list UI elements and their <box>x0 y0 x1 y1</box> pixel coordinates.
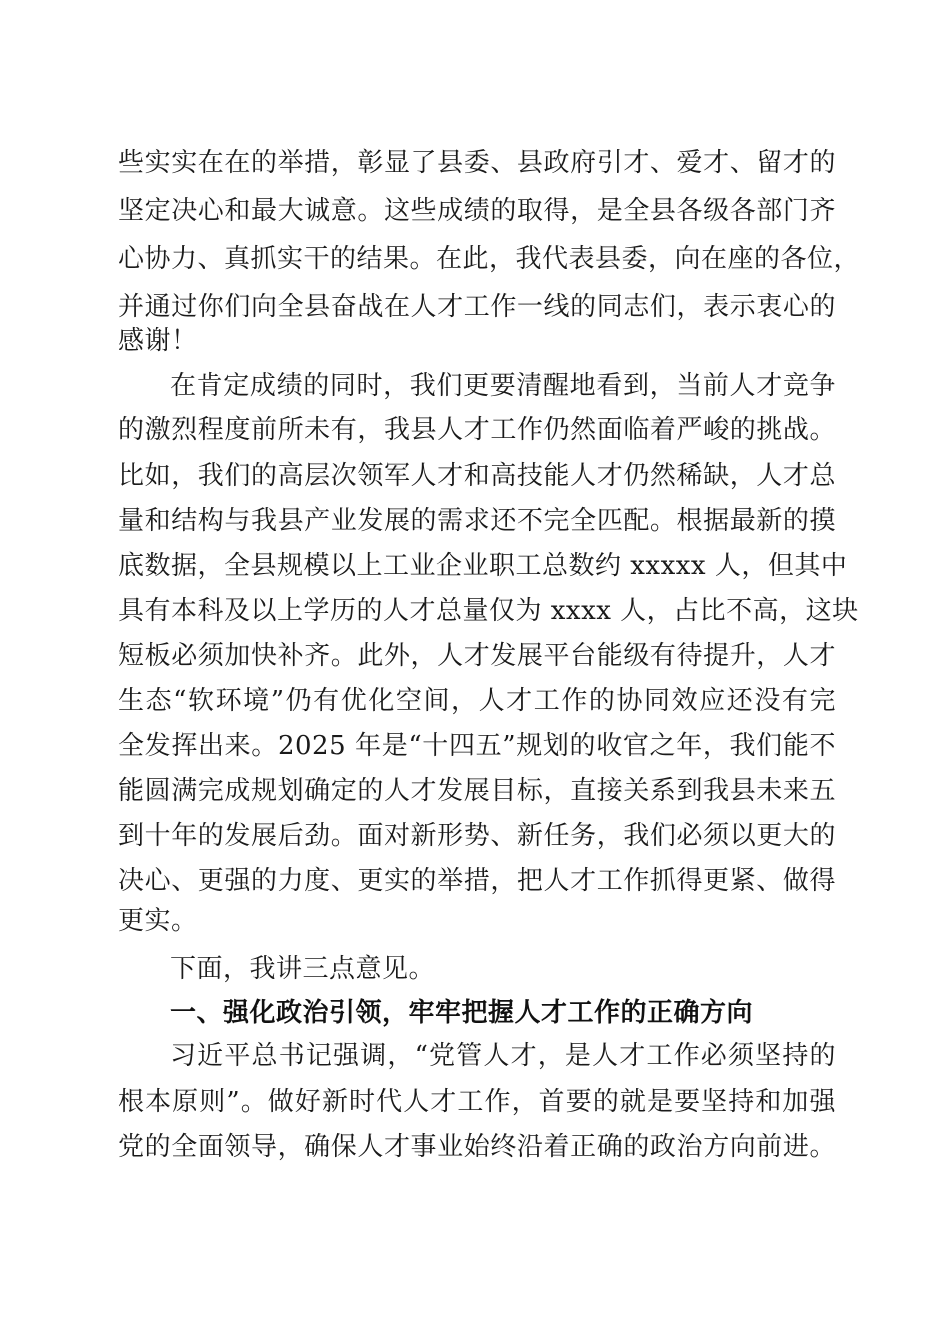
text-line: 底数据，全县规模以上工业企业职工总数约 xxxxx 人，但其中 <box>118 551 848 581</box>
text-line: 在肯定成绩的同时，我们更要清醒地看到，当前人才竞争 <box>170 371 836 401</box>
text-line: 些实实在在的举措，彰显了县委、县政府引才、爱才、留才的 <box>118 148 836 178</box>
text-line: 党的全面领导，确保人才事业始终沿着正确的政治方向前进。 <box>118 1132 836 1162</box>
text-line: 更实。 <box>118 906 198 936</box>
text-line: 下面，我讲三点意见。 <box>170 954 436 984</box>
section-heading: 一、强化政治引领，牢牢把握人才工作的正确方向 <box>170 998 754 1028</box>
text-line: 到十年的发展后劲。面对新形势、新任务，我们必须以更大的 <box>118 821 836 851</box>
text-line: 根本原则”。做好新时代人才工作，首要的就是要坚持和加强 <box>118 1087 836 1117</box>
text-line: 习近平总书记强调，“党管人才，是人才工作必须坚持的 <box>170 1041 836 1071</box>
text-line: 短板必须加快补齐。此外，人才发展平台能级有待提升，人才 <box>118 641 836 671</box>
text-line: 的激烈程度前所未有，我县人才工作仍然面临着严峻的挑战。 <box>118 415 836 445</box>
text-line: 比如，我们的高层次领军人才和高技能人才仍然稀缺，人才总 <box>118 461 836 491</box>
text-line: 全发挥出来。2025 年是“十四五”规划的收官之年，我们能不 <box>118 731 836 761</box>
text-line: 具有本科及以上学历的人才总量仅为 xxxx 人，占比不高，这块 <box>118 596 859 626</box>
text-line: 感谢！ <box>118 326 198 356</box>
text-line: 坚定决心和最大诚意。这些成绩的取得，是全县各级各部门齐 <box>118 196 836 226</box>
text-line: 心协力、真抓实干的结果。在此，我代表县委，向在座的各位， <box>118 244 861 274</box>
text-line: 生态“软环境”仍有优化空间，人才工作的协同效应还没有完 <box>118 686 836 716</box>
text-line: 并通过你们向全县奋战在人才工作一线的同志们，表示衷心的 <box>118 292 836 322</box>
text-line: 能圆满完成规划确定的人才发展目标，直接关系到我县未来五 <box>118 776 836 806</box>
text-line: 量和结构与我县产业发展的需求还不完全匹配。根据最新的摸 <box>118 506 836 536</box>
text-line: 决心、更强的力度、更实的举措，把人才工作抓得更紧、做得 <box>118 866 836 896</box>
